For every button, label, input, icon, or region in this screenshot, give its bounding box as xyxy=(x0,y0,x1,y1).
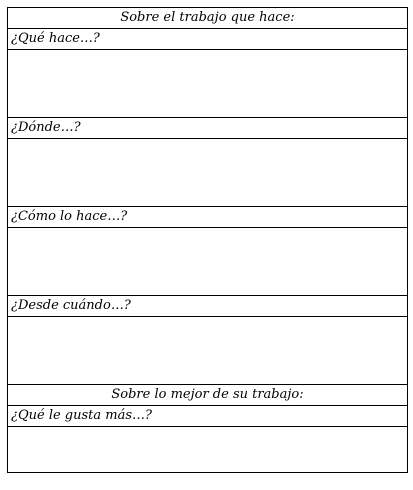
answer-box-que-hace[interactable] xyxy=(8,50,407,118)
question-label: ¿Desde cuándo…? xyxy=(11,298,131,313)
answer-box-que-le-gusta[interactable] xyxy=(8,427,407,473)
question-label: ¿Qué le gusta más…? xyxy=(11,408,153,423)
question-label: ¿Qué hace…? xyxy=(11,31,100,46)
question-que-hace xyxy=(8,29,407,50)
question-que-le-gusta xyxy=(8,406,407,427)
worksheet-table xyxy=(7,7,408,473)
question-como xyxy=(8,207,407,228)
section-header-best xyxy=(8,385,407,406)
question-label: ¿Dónde…? xyxy=(11,120,81,135)
question-desde-cuando xyxy=(8,296,407,317)
question-donde xyxy=(8,118,407,139)
question-label: ¿Cómo lo hace…? xyxy=(11,209,128,224)
section-header-work xyxy=(8,8,407,29)
answer-box-como[interactable] xyxy=(8,228,407,296)
answer-box-desde-cuando[interactable] xyxy=(8,317,407,385)
section-title: Sobre el trabajo que hace: xyxy=(120,10,295,25)
answer-box-donde[interactable] xyxy=(8,139,407,207)
section-title: Sobre lo mejor de su trabajo: xyxy=(111,387,304,402)
